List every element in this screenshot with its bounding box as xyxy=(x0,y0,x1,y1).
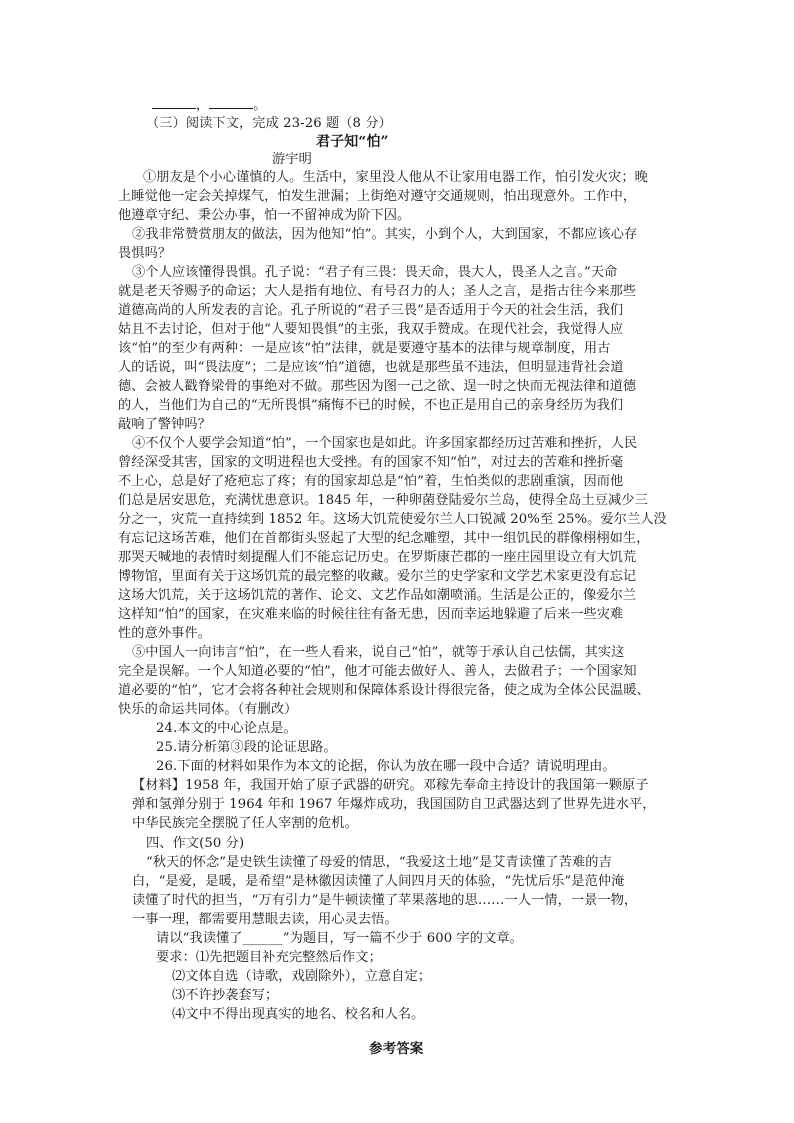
question-26: 26.下面的材料如果作为本文的论据，你认为放在哪一段中合适？请说明理由。 xyxy=(156,759,616,774)
article-line: ⑤中国人一向讳言“怕”，在一些人看来，说自己“怕”，就等于承认自己怯儒，其实这 xyxy=(132,645,625,660)
article-line: 畏惧吗？ xyxy=(118,246,172,261)
blank-period: 。 xyxy=(253,98,267,113)
article-line: 他遵章守纪、秉公办事，怕一不留神成为阶下囚。 xyxy=(118,208,411,223)
article-line: 道必要的“怕”，它才会将各种社会规则和保障体系设计得很完备，使之成为全体公民温暖、 xyxy=(118,683,650,698)
article-line: 这场大饥荒，关于这场饥荒的著作、论文、文艺作品如潮喷涌。生活是公正的，像爱尔兰 xyxy=(118,588,637,603)
composition-line: 白，“是爱，是暖，是希望”是林徽因读懂了人间四月天的体验，“先忧后乐”是范仲淹 xyxy=(132,874,625,889)
composition-line: 一事一理，都需要用慧眼去读，用心灵去悟。 xyxy=(132,912,398,927)
question-25: 25.请分析第③段的论证思路。 xyxy=(156,740,337,755)
question-24: 24.本文的中心论点是。 xyxy=(156,721,297,736)
article-line: 博物馆，里面有关于这场饥荒的最完整的收藏。爱尔兰的史学家和文学艺术家更没有忘记 xyxy=(118,569,637,584)
composition-line: 读懂了时代的担当，“万有引力”是牛顿读懂了苹果落地的思……一人一情，一景一物， xyxy=(132,893,638,908)
article-line: 们总是居安思危，充满忧患意识。1845 年，一种卵菌登陆爱尔兰岛，使得全岛土豆减少三 xyxy=(118,493,648,508)
article-line: ③个人应该懂得畏惧。孔子说：“君子有三畏：畏天命，畏大人，畏圣人之言。”天命 xyxy=(132,265,618,280)
article-line: 人的话说，叫“畏法度”；二是应该“怕”道德，也就是那些虽不违法，但明显违背社会道 xyxy=(118,360,624,375)
article-title: 君子知“怕” xyxy=(316,134,389,150)
composition-line: “秋天的怀念”是史铁生读懂了母爱的情思，“我爱这土地”是艾青读懂了苦难的吉 xyxy=(146,855,612,870)
answer-blank xyxy=(209,94,253,109)
fill-in-line xyxy=(152,94,267,116)
section3-heading: （三）阅读下文，完成 23-26 题（8 分） xyxy=(146,116,392,131)
article-line: 的人，当他们为自己的“无所畏惧”痛悔不已的时候，不也正是用自己的亲身经历为我们 xyxy=(118,398,624,413)
prompt-text: ”为题目，写一篇不少于 600 字的文章。 xyxy=(282,931,523,946)
requirement-line: ⑶不许抄袭套写； xyxy=(172,988,279,1003)
answer-heading: 参考答案 xyxy=(369,1041,424,1057)
composition-prompt xyxy=(156,929,523,949)
article-line: 曾经深受其害，国家的文明进程也大受挫。有的国家不知“怕”，对过去的苦难和挫折毫 xyxy=(118,455,624,470)
article-line: ④不仅个人要学会知道“怕”，一个国家也是如此。许多国家都经历过苦难和挫折，人民 xyxy=(132,436,638,451)
article-author: 游宇明 xyxy=(272,152,312,167)
article-line: 分之一，灾荒一直持续到 1852 年。这场大饥荒使爱尔兰人口锐减 20%至 25%。爱尔兰人没 xyxy=(118,512,667,527)
article-line: 不上心，总是好了疮疤忘了疼；有的国家却总是“怕”着，生怕类似的悲剧重演，因而他 xyxy=(118,474,624,489)
article-line: 道德高尚的人所发表的言论。孔子所说的“君子三畏”是否适用于今天的社会生活，我们 xyxy=(118,303,624,318)
blank-separator: ， xyxy=(196,98,210,113)
article-line: 上睡觉他一定会关掉煤气，怕发生泄漏；上街绝对遵守交通规则，怕出现意外。工作中， xyxy=(118,189,637,204)
article-line: 就是老天爷赐予的命运；大人是指有地位、有号召力的人；圣人之言，是指古往今来那些 xyxy=(118,284,637,299)
article-line: 敲响了警钟吗？ xyxy=(118,417,212,432)
material-line: 弹和氢弹分别于 1964 年和 1967 年爆炸成功，我国国防自卫武器达到了世界先进水平， xyxy=(132,797,656,812)
article-line: 那哭天喊地的表情时刻提醒人们不能忘记历史。在罗斯康芒郡的一座庄园里设立有大饥荒 xyxy=(118,550,637,565)
answer-blank xyxy=(152,94,196,109)
article-line: 性的意外事件。 xyxy=(118,626,212,641)
article-line: 该“怕”的至少有两种：一是应该“怕”法律，就是要遵守基本的法律与规章制度，用古 xyxy=(118,341,611,356)
article-line: ①朋友是个小心谨慎的人。生活中，家里没人他从不让家用电器工作，怕引发火灾；晚 xyxy=(143,170,648,185)
prompt-text: 请以“我读懂了 xyxy=(156,931,243,946)
requirement-line: ⑷文中不得出现真实的地名、校名和人名。 xyxy=(172,1007,425,1022)
material-line: 【材料】1958 年，我国开始了原子武器的研究。邓稼先奉命主持设计的我国第一颗原子 xyxy=(132,778,649,793)
article-line: 完全是误解。一个人知道必要的“怕”，他才可能去做好人、善人，去做君子；一个国家知 xyxy=(118,664,637,679)
article-line: 姑且不去讨论，但对于他“人要知畏惧”的主张，我双手赞成。在现代社会，我觉得人应 xyxy=(118,322,624,337)
article-line: 有忘记这场苦难，他们在首都街头竖起了大型的纪念雕塑，其中一组饥民的群像栩栩如生， xyxy=(118,531,650,546)
requirement-line: 要求：⑴先把题目补充完整然后作文； xyxy=(156,950,382,965)
requirement-line: ⑵文体自选（诗歌，戏剧除外），立意自定； xyxy=(172,969,432,984)
article-line: 德、会被人戳脊梁骨的事绝对不做。那些因为图一己之欲、逞一时之快而无视法律和道德 xyxy=(118,379,637,394)
article-line: ②我非常赞赏朋友的做法，因为他知“怕”。其实，小到个人，大到国家，不都应该心存 xyxy=(132,227,638,242)
composition-heading: 四、作文(50 分) xyxy=(146,836,245,851)
article-line: 这样知“怕”的国家，在灾难来临的时候往往有备无患，因而幸运地躲避了后来一些灾难 xyxy=(118,607,624,622)
title-blank: ______ xyxy=(242,931,283,946)
article-line: 快乐的命运共同体。（有删改） xyxy=(118,702,298,717)
material-line: 中华民族完全摆脱了任人宰割的危机。 xyxy=(132,816,358,831)
